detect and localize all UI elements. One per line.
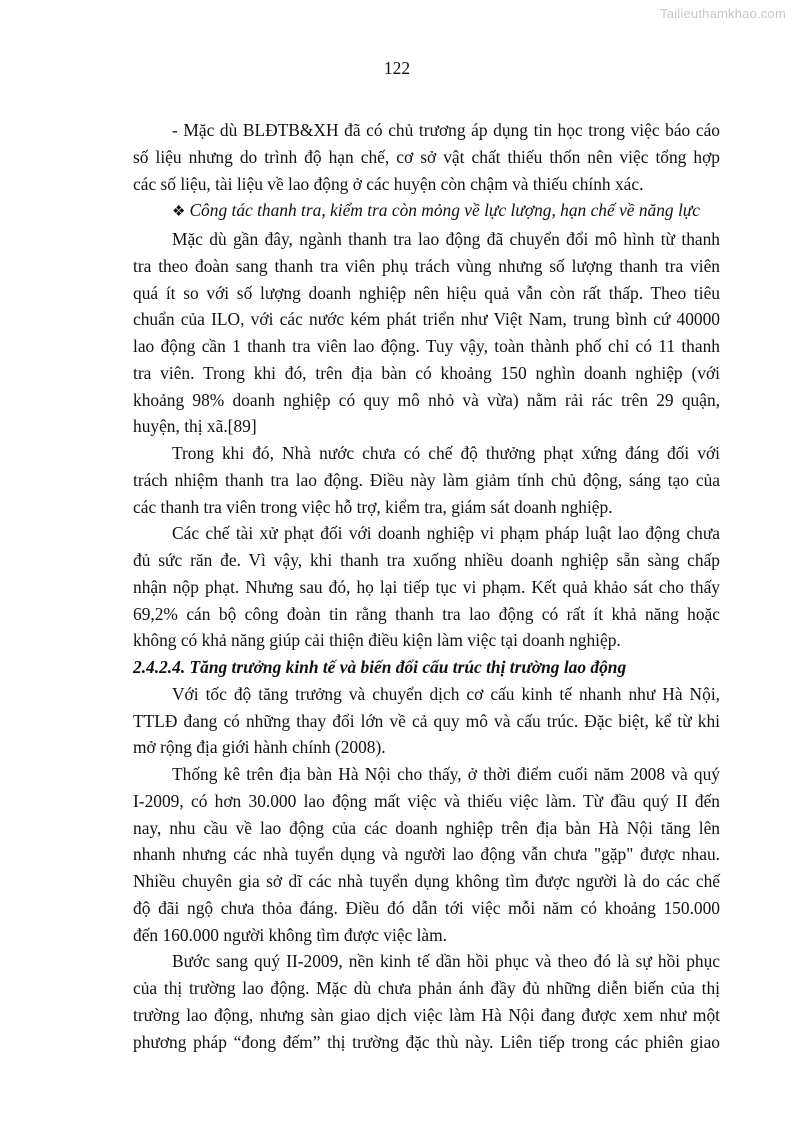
text-line: nay, nhu cầu về lao động của các doanh nghiệp trên địa bàn Hà Nội tăng lên bbox=[133, 817, 720, 838]
text-line: Trong khi đó, Nhà nước chưa có chế độ thưởng phạt xứng đáng đối với bbox=[172, 443, 720, 463]
bullet-heading-text: Công tác thanh tra, kiểm tra còn mỏng về lực lượng, hạn chế về năng lực bbox=[189, 200, 701, 221]
text-line: lao động cần 1 thanh tra viên lao động. Tuy vậy, toàn thành phố chỉ có 11 thanh bbox=[133, 336, 720, 356]
text-line: - Mặc dù BLĐTB&XH đã có chủ trương áp dụng tin học trong việc báo cáo bbox=[172, 120, 720, 140]
text-line: Nhiều chuyên gia sở dĩ các nhà tuyển dụng không tìm được người là do các chế bbox=[133, 871, 720, 891]
page-number: 122 bbox=[383, 58, 411, 78]
text-line: Các chế tài xử phạt đối với doanh nghiệp vi phạm pháp luật lao động chưa bbox=[172, 523, 720, 544]
text-line: mở rộng địa giới hành chính (2008). bbox=[133, 737, 386, 758]
text-line: trường lao động, nhưng sàn giao dịch việc làm Hà Nội đang được xem như một bbox=[133, 1004, 720, 1025]
text-line: quá ít so với số lượng doanh nghiệp nên hiệu quả vẫn còn rất thấp. Theo tiêu bbox=[133, 282, 720, 303]
text-line: chuẩn của ILO, với các nước kém phát triển như Việt Nam, trung bình cứ 40000 bbox=[133, 309, 720, 330]
paragraph-growth bbox=[133, 681, 720, 761]
text-line: các số liệu, tài liệu về lao động ở các huyện còn chậm và thiếu chính xác. bbox=[133, 173, 644, 194]
text-line: đến 160.000 người không tìm được việc làm. bbox=[133, 924, 447, 945]
text-line: trách nhiệm thanh tra lao động. Điều này làm giảm tính chủ động, sáng tạo của bbox=[133, 469, 720, 490]
text-line: phương pháp “đong đếm” thị trường đặc thù này. Liên tiếp trong các phiên giao bbox=[133, 1031, 720, 1052]
text-line: các thanh tra viên trong việc hỗ trợ, kiểm tra, giám sát doanh nghiệp. bbox=[133, 496, 613, 517]
paragraph-recovery bbox=[133, 948, 720, 1055]
text-line: khoảng 98% doanh nghiệp có quy mô nhỏ và vừa) nằm rải rác trên 29 quận, bbox=[133, 389, 720, 410]
text-line: tra theo đoàn sang thanh tra viên phụ trách vùng nhưng số lượng thanh tra viên bbox=[133, 255, 720, 276]
document-body bbox=[133, 117, 720, 1055]
paragraph-sanctions bbox=[133, 520, 720, 654]
paragraph-inspection bbox=[133, 226, 720, 440]
text-line: huyện, thị xã.[89] bbox=[133, 416, 257, 437]
text-line: của thị trường lao động. Mặc dù chưa phản ánh đầy đủ những diễn biến của thị bbox=[133, 978, 720, 998]
text-line: Mặc dù gần đây, ngành thanh tra lao động đã chuyển đổi mô hình từ thanh bbox=[172, 229, 720, 249]
paragraph-statistics bbox=[133, 761, 720, 948]
text-line: không có khả năng giúp cải thiện điều kiện làm việc tại doanh nghiệp. bbox=[133, 630, 621, 651]
bullet-heading bbox=[133, 197, 720, 226]
text-line: 69,2% cán bộ công đoàn tin rằng thanh tra lao động có rất ít khả năng hoặc bbox=[133, 603, 720, 624]
text-line: nhanh nhưng các nhà tuyển dụng và người lao động vẫn chưa "gặp" được nhau. bbox=[133, 844, 720, 865]
text-line: Thống kê trên địa bàn Hà Nội cho thấy, ở thời điểm cuối năm 2008 và quý bbox=[172, 764, 720, 784]
diamond-bullet-icon: ❖ bbox=[172, 204, 186, 221]
text-line: Với tốc độ tăng trưởng và chuyển dịch cơ cấu kinh tế nhanh như Hà Nội, bbox=[172, 683, 720, 704]
paragraph-data-sync bbox=[133, 117, 720, 197]
text-line: nhận nộp phạt. Nhưng sau đó, họ lại tiếp tục vi phạm. Kết quả khảo sát cho thấy bbox=[133, 576, 720, 597]
watermark: Tailieuthamkhao.com bbox=[660, 6, 786, 21]
text-line: Bước sang quý II-2009, nền kinh tế dần hồi phục và theo đó là sự hồi phục bbox=[172, 951, 720, 972]
text-line: TTLĐ đang có những thay đổi lớn về cả quy mô và cấu trúc. Đặc biệt, kể từ khi bbox=[133, 710, 720, 731]
text-line: độ đãi ngộ chưa thỏa đáng. Điều đó dẫn tới việc mỗi năm có khoảng 150.000 bbox=[133, 897, 720, 918]
section-heading: 2.4.2.4. Tăng trưởng kinh tế và biến đổi cấu trúc thị trường lao động bbox=[133, 657, 627, 677]
text-line: số liệu nhưng do trình độ hạn chế, cơ sở vật chất thiếu thốn nên việc tổng hợp bbox=[133, 146, 720, 167]
paragraph-reward-policy bbox=[133, 440, 720, 520]
text-line: I-2009, có hơn 30.000 lao động mất việc và thiếu việc làm. Từ đầu quý II đến bbox=[133, 790, 720, 811]
text-line: tra viên. Trong khi đó, trên địa bàn có khoảng 150 nghìn doanh nghiệp (với bbox=[133, 362, 720, 383]
text-line: đủ sức răn đe. Vì vậy, khi thanh tra xuống nhiều doanh nghiệp sẵn sàng chấp bbox=[133, 550, 720, 570]
